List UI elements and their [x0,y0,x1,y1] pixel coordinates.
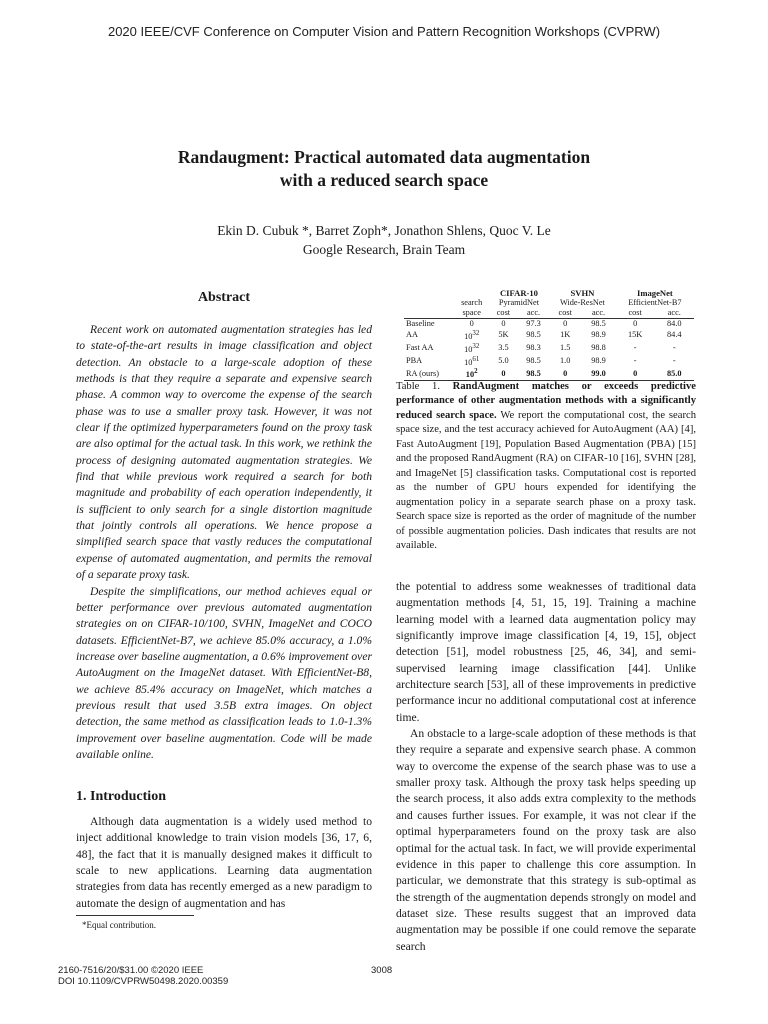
cell: 5.0 [498,355,509,365]
col-acc: acc. [518,308,549,319]
right-paragraph-2: An obstacle to a large-scale adoption of these methods is that they require a separate and expensive search phase. A common way to overcome the expense of the search phase was to use a smaller proxy task. Although the proxy task helps speeding up the search process, it also adds extra complexity to the methods and causes further issues. For example, it was not clear if the optimal hyperparameters found on the proxy task are also optimal for the actual task. In fact, we will provide experimental evidence in this paper to challenge this core assumption. In particular, we demonstrate that this strategy is sub-optimal as the strength of the augmentation depends strongly on model and dataset size. These results suggest that an improved data augmentation may be possible if one could remove the separate search [396,727,696,953]
cell: 5K [498,330,509,340]
cell: 84.4 [667,330,682,340]
table-caption [396,380,696,553]
model-imagenet: EfficientNet-B7 [628,298,682,307]
caption-bold: RandAugment matches or exceeds predictive performance of other augmentation methods with a significantly reduced search space. [396,381,696,421]
cell: $10^{32}$ [464,342,480,354]
introduction-body [76,814,372,912]
cell: 98.9 [591,355,606,365]
row-label: Fast AA [406,343,434,353]
model-cifar: PyramidNet [498,298,540,307]
cell: 98.5 [591,319,606,328]
group-svhn: SVHN [570,288,595,298]
cell: 0 [633,319,638,328]
title-line-1: Randaugment: Practical automated data augmentation [177,147,591,167]
cell: 0 [549,367,581,380]
abstract-heading: Abstract [197,290,251,305]
col-acc: acc. [581,308,615,319]
row-label: Baseline [406,319,435,328]
table-row [404,319,694,330]
footnote-rule [76,915,194,916]
group-cifar: CIFAR-10 [499,288,538,298]
cell: - [633,343,637,353]
footer-issn: 2160-7516/20/$31.00 ©2020 IEEE [58,965,204,976]
conference-header: 2020 IEEE/CVF Conference on Computer Vision and Pattern Recognition Workshops (CVPRW) [107,24,661,39]
cell: - [672,355,676,365]
cell: $10^{61}$ [464,355,480,367]
table-row [404,367,694,380]
cell: 98.8 [591,343,606,353]
abstract-body [76,322,372,763]
author-block [0,221,768,259]
right-column-body [396,579,696,955]
paper-title [0,146,768,192]
cell: 0 [501,319,506,328]
table-row [404,329,694,342]
footer-doi: DOI 10.1109/CVPRW50498.2020.00359 [58,976,229,987]
cell: $10^2$ [454,367,488,380]
cell: 0 [489,367,518,380]
cell: 98.9 [591,330,606,340]
cell: 98.5 [518,367,549,380]
cell: $10^{32}$ [464,330,480,341]
col-cost: cost [489,308,518,319]
results-table [404,288,694,381]
cell: 1.5 [560,343,571,353]
search-space-header-2: space [454,308,488,319]
cell: - [633,355,637,365]
cell: 98.3 [526,343,541,353]
row-label: AA [406,330,418,340]
row-label: PBA [406,355,423,365]
cell: 1K [560,330,571,340]
cell: 0 [563,319,568,328]
cell: 15K [628,330,643,340]
cell: 1.0 [560,355,571,365]
cell: 85.0 [655,367,694,380]
cell: 84.0 [667,319,682,328]
cell: 0 [616,367,655,380]
table-row [404,355,694,368]
cell: 0 [469,319,474,328]
affiliation: Google Research, Brain Team [302,242,466,257]
model-svhn: Wide-ResNet [559,298,605,307]
search-space-header: search [461,298,483,307]
cell: - [672,343,676,353]
caption-text: We report the computational cost, the search space size, and the test accuracy achieved for AutoAugment (AA) [4], Fast AutoAugment [19], Population Based Augmentation (PBA) [15] and the proposed RandAugment (RA) on CIFAR-10 [16], SVHN [28], and ImageNet [5] classification tasks. Computational cost is reported as the number of GPU hours expended for identifying the augmentation policy in a separate search phase on a proxy task. Search space size is reported as the order of magnitude of the number of possible augmentation policies. Dash indicates that results are not available. [396,409,696,551]
page-number: 3008 [371,965,393,976]
col-acc: acc. [655,308,694,319]
footnote: *Equal contribution. [82,920,156,930]
abstract-paragraph-2: Despite the simplifications, our method achieves equal or better performance over previous automated augmentation strategies on on CIFAR-10/100, SVHN, ImageNet and COCO datasets. EfficientNet-B7, we achieve 85.0% accuracy, a 1.0% increase over baseline augmentation, a 0.6% improvement over AutoAugment on the ImageNet dataset. With EfficientNet-B8, we achieve 85.4% accuracy on ImageNet, which matches a previous result that used 3.5B extra images. On object detection, the same method as classification leads to 1.0-1.3% improvement over baseline augmentation. Code will be made available online. [76,584,372,761]
cell: 97.3 [526,319,541,328]
cell: 3.5 [498,343,509,353]
authors: Ekin D. Cubuk *, Barret Zoph*, Jonathon Shlens, Quoc V. Le [217,223,551,238]
cell: 99.0 [581,367,615,380]
row-label: RA (ours) [404,367,454,380]
col-cost: cost [616,308,655,319]
col-cost: cost [549,308,581,319]
introduction-paragraph-1: Although data augmentation is a widely used method to inject additional knowledge to train vision models [36, 17, 6, 48], the fact that it is manually designed makes it difficult to scale to new applications. Learning data augmentation strategies from data has recently emerged as a new paradigm to automate the design of augmentation and has [76,815,372,910]
title-line-2: with a reduced search space [279,170,489,190]
introduction-heading: 1. Introduction [76,789,166,804]
abstract-paragraph-1: Recent work on automated augmentation strategies has led to state-of-the-art results in image classification and object detection. An obstacle to a large-scale adoption of these methods is that they require a separate and expensive search phase. A common way to overcome the expense of the search phase was to use a smaller proxy task. However, it was not clear if the optimized hyperparameters found on the proxy task are also optimal for the actual task. In this work, we rethink the process of designing automated augmentation strategies. We find that while previous work required a search for both magnitude and probability of each operation independently, it is sufficient to only search for a single distortion magnitude that jointly controls all operations. We hence propose a simplified search space that vastly reduces the computational expense of automated augmentation, and permits the removal of a separate proxy task. [76,323,372,582]
right-paragraph-1: the potential to address some weaknesses of traditional data augmentation methods [4, 51, 15, 19]. Training a machine learning model with a learned data augmentation policy may significantly improve image classification [4, 19, 15], object detection [51], model robustness [25, 46, 34], and semi-supervised learning image classification [44]. Unlike architecture search [53], all of these improvements in predictive performance incur no additional computational cost at inference time. [396,580,696,724]
footer-copyright [58,965,228,987]
cell: 98.5 [526,355,541,365]
caption-label: Table 1. [396,381,440,392]
group-imagenet: ImageNet [636,288,673,298]
cell: 98.5 [526,330,541,340]
table-row [404,342,694,355]
